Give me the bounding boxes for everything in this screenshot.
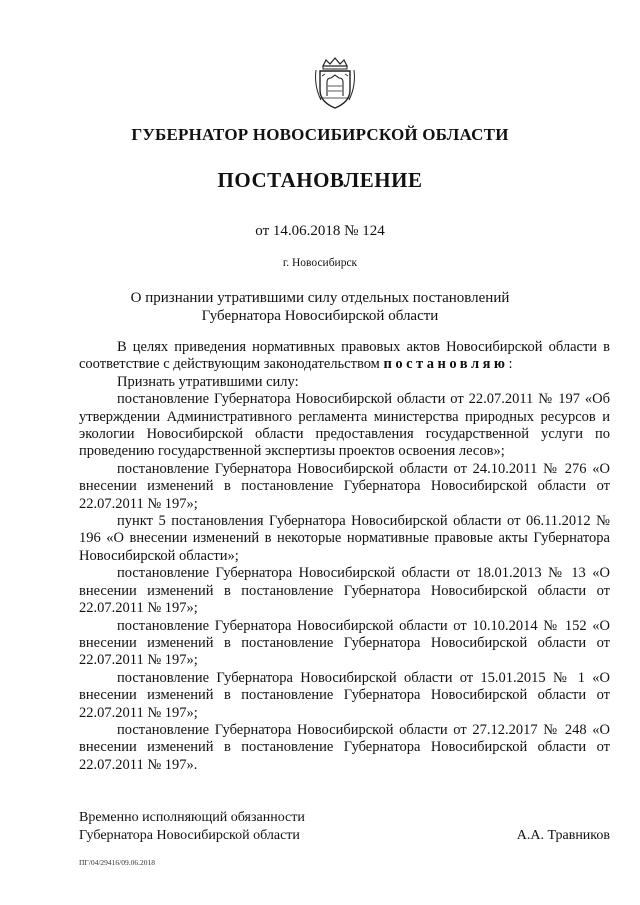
coat-of-arms-icon [313, 56, 357, 110]
subject-line-2: Губернатора Новосибирской области [201, 308, 439, 324]
repealed-item: постановление Губернатора Новосибирской области от 15.01.2015 № 1 «О внесении изменений в постановление Губернатора Новосибирской области от 22.07.2011 № 197»; [79, 669, 610, 721]
document-body [79, 339, 610, 774]
document-registration-code: ПГ/04/29416/09.06.2018 [79, 858, 156, 867]
document-date-number: от 14.06.2018 № 124 [255, 223, 385, 239]
repealed-item: пункт 5 постановления Губернатора Новосибирской области от 06.11.2012 № 196 «О внесении изменений в некоторые нормативные правовые акты Губернатора Новосибирской области»; [79, 513, 610, 564]
intro-paragraph [79, 339, 610, 374]
repealed-item: постановление Губернатора Новосибирской области от 24.10.2011 № 276 «О внесении изменений в постановление Губернатора Новосибирской области от 22.07.2011 № 197»; [79, 460, 610, 512]
signatory-name: А.А. Травников [516, 828, 610, 843]
repealed-item: постановление Губернатора Новосибирской области от 10.10.2014 № 152 «О внесении изменений в постановление Губернатора Новосибирской области от 22.07.2011 № 197»; [79, 617, 610, 669]
subject-line-1: О признании утратившими силу отдельных постановлений [130, 290, 510, 306]
issue-city: г. Новосибирск [282, 257, 358, 269]
document-type-title: ПОСТАНОВЛЕНИЕ [217, 168, 423, 192]
repealed-item: постановление Губернатора Новосибирской области от 27.12.2017 № 248 «О внесении изменений в постановление Губернатора Новосибирской области от 22.07.2011 № 197». [79, 721, 610, 773]
signatory-position-line-1: Временно исполняющий обязанности [79, 810, 305, 825]
intro-text: В целях приведения нормативных правовых актов Новосибирской области в соответствие с действующим законодательством [79, 339, 610, 373]
repealed-item: постановление Губернатора Новосибирской области от 22.07.2011 № 197 «Об утверждении Административного регламента министерства природных ресурсов и экологии Новосибирской области предоставления государственной услуги по проведению государственной экспертизы проектов освоения лесов»; [79, 391, 610, 460]
authority-title: ГУБЕРНАТОР НОВОСИБИРСКОЙ ОБЛАСТИ [131, 125, 509, 144]
signatory-position-line-2: Губернатора Новосибирской области [79, 828, 300, 843]
repealed-item: постановление Губернатора Новосибирской области от 18.01.2013 № 13 «О внесении изменений в постановление Губернатора Новосибирской области от 22.07.2011 № 197»; [79, 565, 610, 617]
signatory-position [79, 809, 305, 845]
decree-colon: : [508, 356, 513, 373]
recognize-paragraph: Признать утратившими силу: [117, 373, 299, 390]
decree-word: постановляю [383, 356, 509, 373]
document-subject [0, 289, 640, 325]
